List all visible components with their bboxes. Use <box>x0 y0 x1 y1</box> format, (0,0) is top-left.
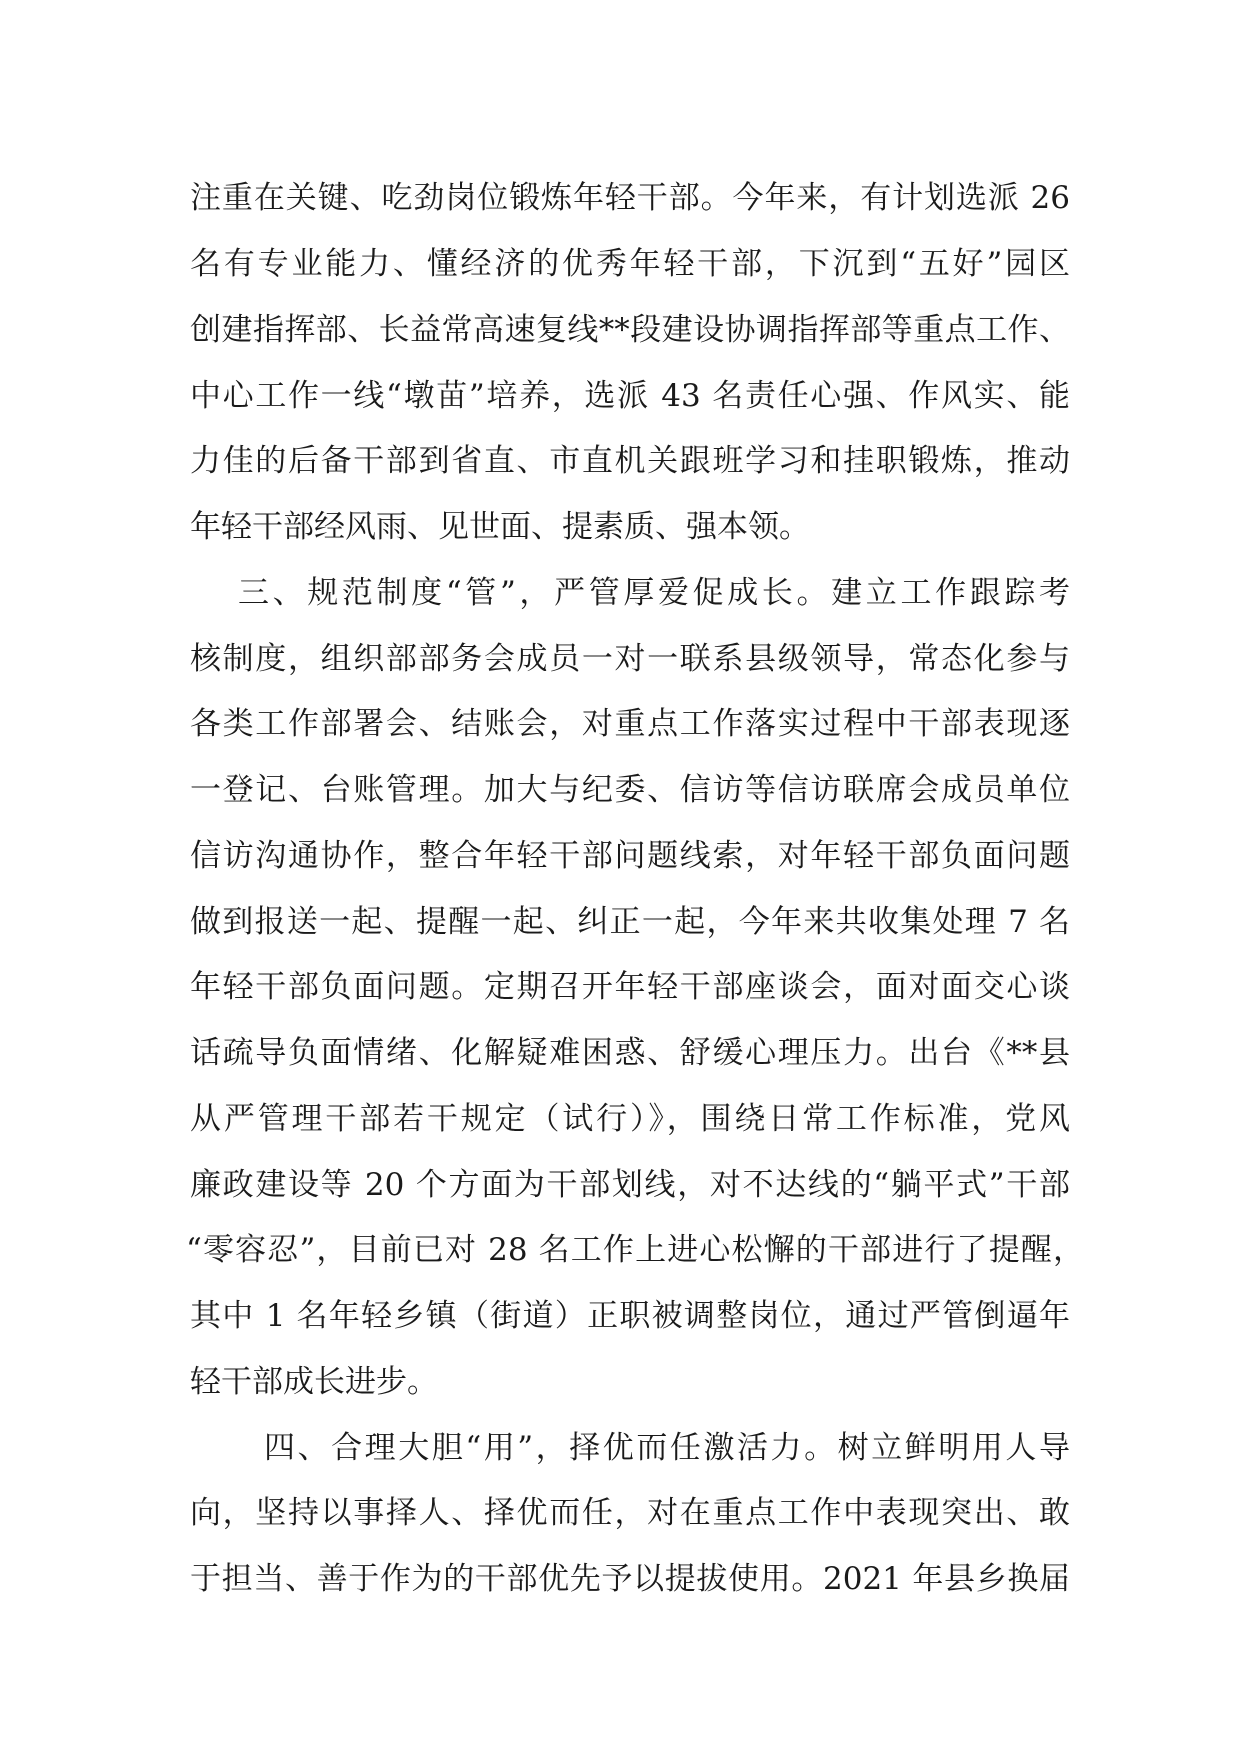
text-line-7: 三、规范制度“管”，严管厚爱促成长。建立工作跟踪考 <box>238 575 1070 611</box>
text-line-16: 廉政建设等 20 个方面为干部划线，对不达线的“躺平式”干部 <box>190 1167 1070 1203</box>
text-line-2: 名有专业能力、懂经济的优秀年轻干部，下沉到“五好”园区 <box>190 246 1070 282</box>
text-line-9: 各类工作部署会、结账会，对重点工作落实过程中干部表现逐 <box>190 706 1070 742</box>
text-line-17: “零容忍”，目前已对 28 名工作上进心松懈的干部进行了提醒， <box>186 1232 1084 1268</box>
text-line-19: 轻干部成长进步。 <box>190 1364 438 1400</box>
text-line-15: 从严管理干部若干规定（试行）》，围绕日常工作标准，党风 <box>190 1101 1070 1137</box>
text-line-6: 年轻干部经风雨、见世面、提素质、强本领。 <box>190 509 810 545</box>
text-line-18: 其中 1 名年轻乡镇（街道）正职被调整岗位，通过严管倒逼年 <box>190 1298 1070 1334</box>
text-line-20: 四、合理大胆“用”，择优而任激活力。树立鲜明用人导 <box>264 1430 1070 1466</box>
text-line-1: 注重在关键、吃劲岗位锻炼年轻干部。今年来，有计划选派 26 <box>190 180 1070 216</box>
text-line-11: 信访沟通协作，整合年轻干部问题线索，对年轻干部负面问题 <box>190 838 1070 874</box>
text-line-4: 中心工作一线“墩苗”培养，选派 43 名责任心强、作风实、能 <box>190 378 1070 414</box>
text-line-12: 做到报送一起、提醒一起、纠正一起，今年来共收集处理 7 名 <box>190 904 1070 940</box>
text-line-10: 一登记、台账管理。加大与纪委、信访等信访联席会成员单位 <box>190 772 1070 808</box>
text-line-13: 年轻干部负面问题。定期召开年轻干部座谈会，面对面交心谈 <box>190 969 1070 1005</box>
text-line-14: 话疏导负面情绪、化解疑难困惑、舒缓心理压力。出台《**县 <box>190 1035 1070 1071</box>
text-line-5: 力佳的后备干部到省直、市直机关跟班学习和挂职锻炼，推动 <box>190 443 1070 479</box>
text-line-8: 核制度，组织部部务会成员一对一联系县级领导，常态化参与 <box>190 641 1070 677</box>
text-line-21: 向，坚持以事择人、择优而任，对在重点工作中表现突出、敢 <box>190 1495 1070 1531</box>
text-line-22: 于担当、善于作为的干部优先予以提拔使用。2021 年县乡换届 <box>190 1561 1070 1597</box>
text-line-3: 创建指挥部、长益常高速复线**段建设协调指挥部等重点工作、 <box>190 312 1070 348</box>
